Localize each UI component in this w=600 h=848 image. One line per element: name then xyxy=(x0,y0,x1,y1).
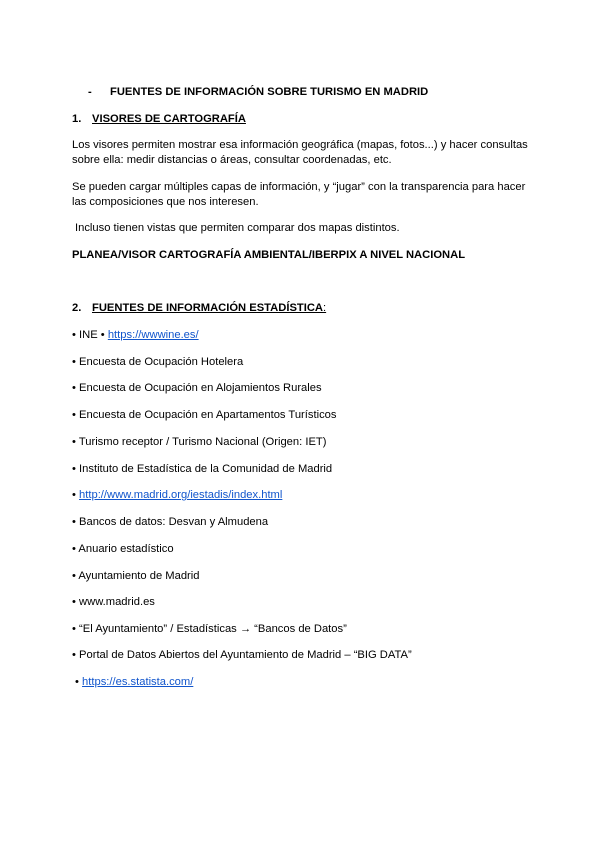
bullet: • xyxy=(72,489,76,501)
list-item-text: Instituto de Estadística de la Comunidad de Madrid xyxy=(79,463,333,475)
bullet: • xyxy=(72,623,76,635)
list-item xyxy=(72,569,200,583)
bullet: • xyxy=(72,543,76,555)
paragraph-3: Incluso tienen vistas que permiten comparar dos mapas distintos. xyxy=(75,222,400,234)
list-item xyxy=(72,488,282,502)
list-item-text: Encuesta de Ocupación en Apartamentos Turísticos xyxy=(79,409,337,421)
list-item xyxy=(72,462,332,476)
section-2-colon: : xyxy=(323,302,327,314)
bullet: • xyxy=(72,516,76,528)
bullet: • xyxy=(72,570,76,582)
list-item-text: www.madrid.es xyxy=(79,596,155,608)
list-item xyxy=(72,542,174,556)
section-2-title xyxy=(72,301,326,315)
list-item-ine xyxy=(72,328,199,342)
list-item-text: Anuario estadístico xyxy=(78,543,174,555)
paragraph-1-line-2: sobre ella: medir distancias o áreas, consultar coordenadas, etc. xyxy=(72,154,392,166)
list-item-text: “El Ayuntamiento” / Estadísticas → “Bancos de Datos” xyxy=(79,623,347,635)
madrid-iestadis-link[interactable]: http://www.madrid.org/iestadis/index.html xyxy=(79,489,283,501)
list-item-text: Encuesta de Ocupación Hotelera xyxy=(79,356,244,368)
bullet: • xyxy=(72,329,76,341)
list-item xyxy=(72,355,243,369)
list-item xyxy=(75,675,193,689)
heading-dash: - xyxy=(88,86,92,98)
document-heading xyxy=(72,85,428,99)
list-item-text: Ayuntamiento de Madrid xyxy=(78,570,200,582)
paragraph-2-line-1: Se pueden cargar múltiples capas de información, y “jugar” con la transparencia para hacer xyxy=(72,181,526,193)
bullet: • xyxy=(72,382,76,394)
section-1-title xyxy=(72,112,246,126)
bullet: • xyxy=(72,463,76,475)
ine-label: INE xyxy=(79,329,98,341)
list-item-text: Turismo receptor / Turismo Nacional (Origen: IET) xyxy=(78,436,327,448)
ine-link[interactable]: https://wwwine.es/ xyxy=(107,329,199,341)
list-item xyxy=(72,435,326,449)
section-1-number: 1. xyxy=(72,113,82,125)
section-2-title-text: FUENTES DE INFORMACIÓN ESTADÍSTICA xyxy=(92,302,324,314)
bullet: • xyxy=(72,596,76,608)
paragraph-2-line-2: las composiciones que nos interesen. xyxy=(72,196,259,208)
ine-separator: • xyxy=(100,329,105,341)
paragraph-1-line-1: Los visores permiten mostrar esa información geográfica (mapas, fotos...) y hacer consultas xyxy=(72,139,528,151)
heading-title: FUENTES DE INFORMACIÓN SOBRE TURISMO EN MADRID xyxy=(110,86,429,98)
bullet: • xyxy=(72,649,76,661)
bullet: • xyxy=(72,436,76,448)
section-1-title-text: VISORES DE CARTOGRAFÍA xyxy=(92,113,246,125)
bullet: • xyxy=(72,356,76,368)
list-item-text: Bancos de datos: Desvan y Almudena xyxy=(79,516,269,528)
list-item xyxy=(72,648,412,662)
visor-title: PLANEA/VISOR CARTOGRAFÍA AMBIENTAL/IBERPIX A NIVEL NACIONAL xyxy=(72,249,466,261)
bullet: • xyxy=(75,676,79,688)
list-item-text: Portal de Datos Abiertos del Ayuntamiento de Madrid – “BIG DATA” xyxy=(79,649,412,661)
list-item xyxy=(72,595,155,609)
list-item xyxy=(72,515,268,529)
list-item xyxy=(72,408,337,422)
list-item xyxy=(72,622,347,636)
section-2-number: 2. xyxy=(72,302,82,314)
list-item xyxy=(72,381,322,395)
list-item-text: Encuesta de Ocupación en Alojamientos Rurales xyxy=(79,382,322,394)
statista-link[interactable]: https://es.statista.com/ xyxy=(82,676,194,688)
bullet: • xyxy=(72,409,76,421)
